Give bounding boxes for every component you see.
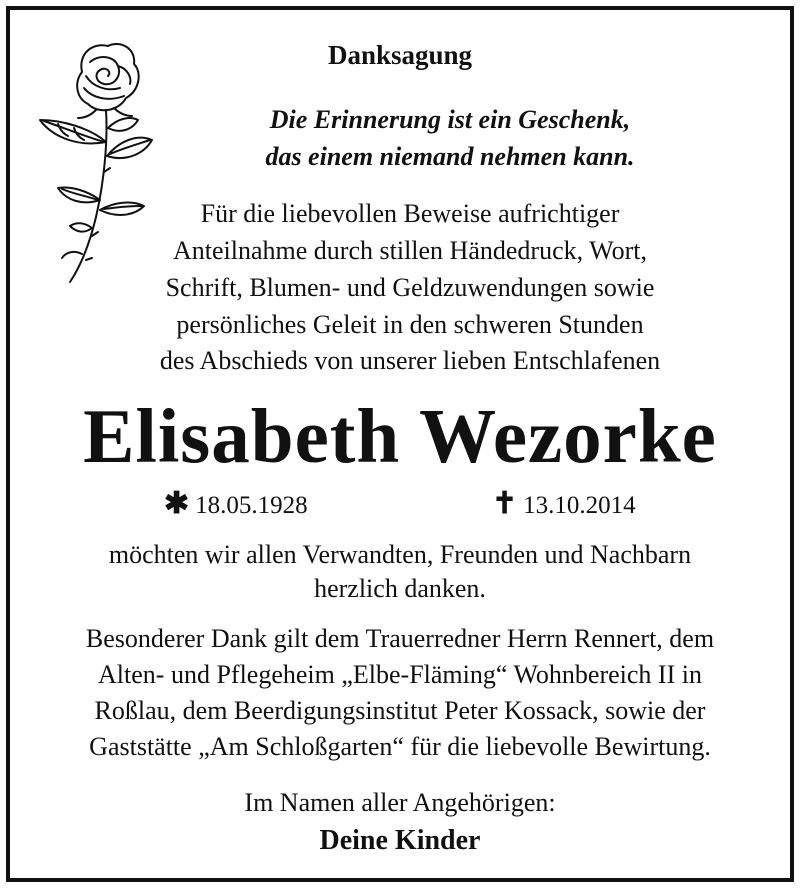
signature: Deine Kinder — [319, 825, 481, 856]
heading: Danksagung — [327, 40, 473, 70]
birth-star-icon: ✱ — [164, 487, 190, 520]
obituary-notice — [6, 6, 794, 882]
intro-line: Schrift, Blumen- und Geldzuwendungen sowie — [165, 273, 655, 302]
special-thanks-line: Roßlau, dem Beerdigungsinstitut Peter Kossack, sowie der — [94, 696, 706, 725]
cross-icon: ✝ — [492, 487, 518, 520]
intro-line: Für die liebevollen Beweise aufrichtiger — [200, 199, 620, 228]
deceased-name: Elisabeth Wezorke — [83, 393, 717, 479]
intro-line: Anteilnahme durch stillen Händedruck, Wort, — [173, 236, 647, 265]
special-thanks-line: Gaststätte „Am Schloßgarten“ für die liebevolle Bewirtung. — [89, 732, 711, 761]
birth-date-row — [164, 486, 308, 521]
intro-line: des Abschieds von unserer lieben Entschlafenen — [159, 346, 661, 375]
closing-line: Im Namen aller Angehörigen: — [244, 788, 556, 817]
quote-line: das einem niemand nehmen kann. — [265, 142, 635, 171]
quote-line: Die Erinnerung ist ein Geschenk, — [269, 105, 631, 134]
thanks-line: herzlich danken. — [314, 574, 486, 603]
death-date: 13.10.2014 — [523, 492, 636, 519]
intro-line: persönliches Geleit in den schweren Stunden — [176, 310, 644, 339]
thanks-line: möchten wir allen Verwandten, Freunden und Nachbarn — [108, 540, 692, 569]
special-thanks-line: Besonderer Dank gilt dem Trauerredner Herrn Rennert, dem — [85, 624, 715, 653]
death-date-row — [492, 486, 636, 521]
special-thanks-line: Alten- und Pflegeheim „Elbe-Fläming“ Wohnbereich II in — [98, 660, 702, 689]
birth-date: 18.05.1928 — [195, 492, 308, 519]
